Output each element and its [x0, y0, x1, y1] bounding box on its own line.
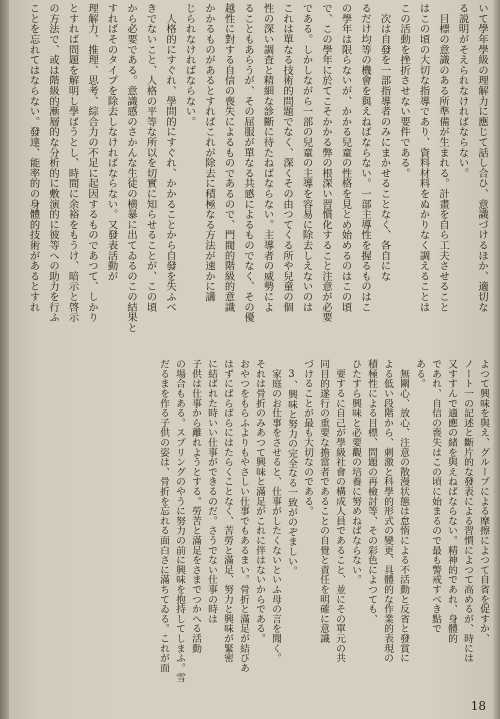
text-column: 積極性による目標、問題の再檢討等、その彩色によつても、 — [366, 359, 377, 624]
lower-text-block — [153, 359, 491, 697]
text-column: おやつをもらふよりもやさしい仕事でもあるまい。骨折と滿足が結びあ — [238, 359, 249, 673]
text-column: である。しかしながら一部の兒童の主導を容易に除去しえないのは — [300, 3, 313, 312]
text-column: 要するに自己が學級社會の構成人員であること、並にその單元の共 — [334, 359, 345, 663]
text-column: 同目的遂行の重要な擔當者であることの自覺と責任を明確に意識 — [318, 359, 329, 644]
text-column: ある。 — [414, 359, 425, 389]
page-number: 18 — [470, 699, 486, 713]
text-column: る説明がそえられなければならない。 — [456, 3, 469, 179]
text-column: ることもあらうが、その屈服が單なる共感によるものでなく、その優 — [242, 3, 254, 323]
text-column: の場合もある。スプリングのやうに努力の前に興味を抱持してしまふ。雪 — [174, 359, 185, 683]
text-column: ことを忘れてはならない。發達、能率的の身體的技術があるとすれ — [27, 3, 40, 312]
text-column: るだけ均等の機會を與えねばならない。一部主導性を握るものはこ — [359, 3, 371, 312]
text-column: 次は自發を一部指導者のみにまかせることなく、各自にな — [378, 3, 391, 282]
text-column: から必要である。意識感のさかんな生徒の横暴に出てゐるのこの結果と — [125, 3, 137, 333]
text-column: かかるものがあるとすればこれが除去に積極なる方法が速かに講 — [203, 3, 215, 302]
text-column: 子供は仕事から離れようとする。勞苦と滿足をさまでつかへる活動 — [190, 359, 201, 653]
text-column: はずにばらばらにはたらくことなく、苦勞と滿足、努力と興味が緊密 — [222, 359, 233, 663]
text-column: ひたすら興味と必要觀の培養に努めねばならない。 — [350, 359, 361, 585]
text-column: の學年は限らないが、かかる兒童の性格を見とめ始めるのはこの頃 — [339, 3, 352, 312]
text-column: 家庭のお仕事をさせると、仕事がしたくないといふ母の言を聞く。 — [270, 359, 281, 663]
text-column: であれ、自信の喪失はこの頃に始まるので最も警戒すべき點で — [430, 359, 441, 634]
text-column: じられなければならない。 — [183, 3, 196, 127]
text-column: この活動を挫折させない要件である。 — [398, 3, 410, 179]
section-heading: 3、興味と努力の完全なる一致がのぞましい。 — [286, 359, 297, 576]
text-column: 理解力、推理、思考、綜合力の不足に起因するものであつて、しかり — [86, 3, 98, 323]
text-column: の方法で、或は階級的漸層的な分析的に敷演的に彼等への助力を行ふ — [47, 3, 59, 323]
text-column: きでないこと、人格の平等な所以を切實に知らせることが、この頃 — [144, 3, 157, 312]
text-column: だるまを作る子供の姿は、骨折を忘れる面白さに滿ちてゐる。これが面 — [158, 359, 169, 673]
text-column: 目標の意識のある所準備が生まれる。計畫を自ら工夫させること — [437, 3, 449, 312]
text-column: づけることが最も大切なのである。 — [302, 359, 313, 516]
text-column: はこの頃の大切な指導であり、資料材料をぬかりなく調えることは — [417, 3, 430, 312]
text-column: 越性に對する自信の喪失によるものであるので、門閥的階級的意識 — [222, 3, 235, 312]
text-column: とすれば問題を解明し學ばうとし、時間に余裕をもうけ、暗示と啓示 — [66, 3, 79, 323]
text-column: 人格的にすぐれ、學問的にすぐれ、かかることから自發を失ふべ — [164, 3, 176, 312]
upper-text-block — [21, 3, 491, 353]
text-column: ノート一の記述と斷片的な發表による習慣によつて高めるが、時には — [462, 359, 473, 663]
text-column: 無關心、放心、注意の散漫状態は怠惰による不活動と反省と發賞に — [398, 359, 409, 663]
text-column: よる低い段階から、刺激と科學的形式の變更、具體的な作業的表現の — [382, 359, 393, 663]
text-column: で、この學年に於てこそかかる弊の根深い習慣化すること注意が必要 — [320, 3, 332, 323]
text-column: それは骨折のみあつて興味と滿足がこれに伴はないからである。 — [254, 359, 265, 644]
text-column: 性の深い調査と精細な診斷に待たねばならない。主導者の威勢によ — [261, 3, 274, 312]
page-edge — [493, 0, 500, 719]
text-column: これは單なる技術的問題でなく、深くその由つてくる所や兒童の個 — [281, 3, 293, 312]
binding-shadow — [0, 0, 9, 719]
text-column: 又すすんで適應の緒を與えねばならない。精神的であれ、身體的 — [446, 359, 457, 644]
text-column: に結ばれた時いい仕事ができるのだ。さうでない仕事の時は — [206, 359, 217, 624]
text-column: よつて興味を與え、グループによる摩擦によつて自省を促すか、 — [478, 359, 489, 644]
text-column: すればそのタイプを除去しなければならない。又發表活動が — [105, 3, 118, 282]
text-column: いて學年學級の理解力に應じて話し合ひ、意識づけるほか、適切な — [476, 3, 488, 312]
